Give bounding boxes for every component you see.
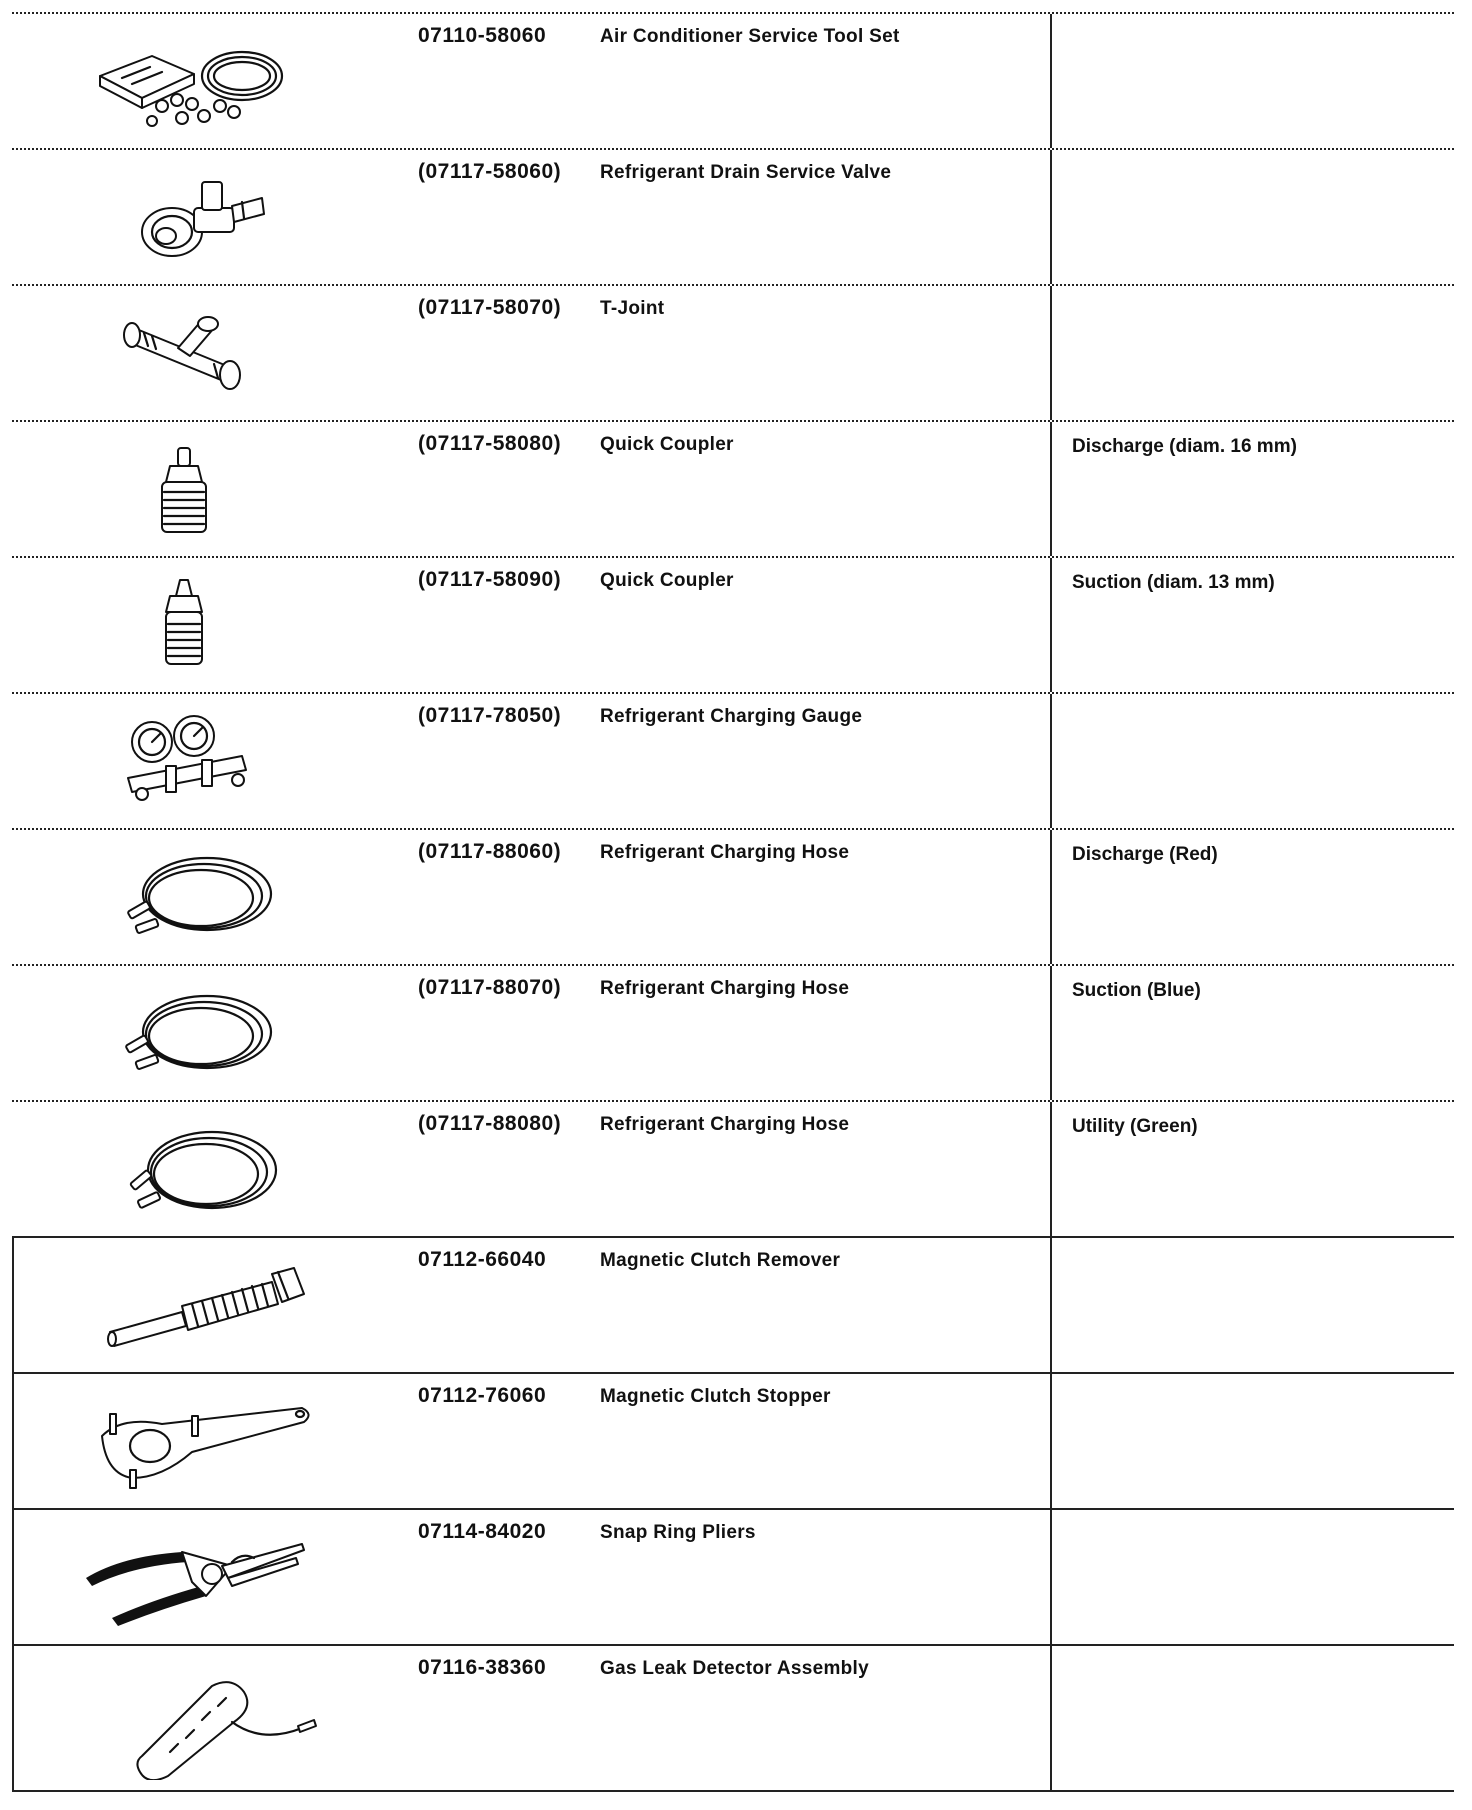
table-row xyxy=(12,556,1454,692)
part-number: 07110-58060 xyxy=(418,24,547,47)
part-number: 07114-84020 xyxy=(418,1520,547,1543)
tool-name: Refrigerant Charging Hose xyxy=(600,1114,850,1135)
tool-name: Snap Ring Pliers xyxy=(600,1522,756,1543)
quick-coupler-icon xyxy=(82,434,322,544)
table-row xyxy=(12,1508,1454,1644)
table-row xyxy=(12,692,1454,828)
tool-name: Magnetic Clutch Remover xyxy=(600,1250,841,1271)
part-number: 07116-38360 xyxy=(418,1656,547,1679)
table-row xyxy=(12,148,1454,284)
tool-name: Quick Coupler xyxy=(600,434,734,455)
snap-ring-pliers-icon xyxy=(82,1522,322,1632)
table-row xyxy=(12,12,1454,148)
gauge-manifold-icon xyxy=(82,706,322,816)
drain-valve-icon xyxy=(82,162,322,272)
coiled-hose-icon xyxy=(82,842,322,952)
part-number: (07117-58080) xyxy=(418,432,562,455)
part-number: 07112-66040 xyxy=(418,1248,547,1271)
tool-note: Discharge (Red) xyxy=(1072,844,1218,865)
part-number: (07117-58070) xyxy=(418,296,562,319)
tool-name: Gas Leak Detector Assembly xyxy=(600,1658,869,1679)
table-row xyxy=(12,284,1454,420)
coiled-hose-icon xyxy=(82,1114,322,1224)
tool-name: Quick Coupler xyxy=(600,570,734,591)
tool-note: Suction (Blue) xyxy=(1072,980,1201,1001)
part-number: (07117-88080) xyxy=(418,1112,562,1135)
table-row xyxy=(12,1372,1454,1508)
tool-name: Refrigerant Charging Hose xyxy=(600,842,850,863)
part-number: 07112-76060 xyxy=(418,1384,547,1407)
tool-note: Utility (Green) xyxy=(1072,1116,1198,1137)
table-row xyxy=(12,1100,1454,1236)
tool-name: Refrigerant Charging Gauge xyxy=(600,706,863,727)
table-row xyxy=(12,1644,1454,1792)
table-row xyxy=(12,828,1454,964)
clutch-stopper-icon xyxy=(82,1386,322,1496)
leak-detector-icon xyxy=(82,1660,322,1780)
part-number: (07117-88060) xyxy=(418,840,562,863)
tool-name: Magnetic Clutch Stopper xyxy=(600,1386,831,1407)
part-number: (07117-58090) xyxy=(418,568,562,591)
tool-set-case-icon xyxy=(82,26,322,136)
tool-note: Suction (diam. 13 mm) xyxy=(1072,572,1275,593)
coiled-hose-icon xyxy=(82,978,322,1088)
clutch-remover-bolt-icon xyxy=(82,1250,322,1360)
table-row xyxy=(12,420,1454,556)
table-row xyxy=(12,964,1454,1100)
quick-coupler-icon xyxy=(82,570,322,680)
tool-table xyxy=(12,12,1454,1792)
table-row xyxy=(12,1236,1454,1372)
part-number: (07117-88070) xyxy=(418,976,562,999)
tool-name: Air Conditioner Service Tool Set xyxy=(600,26,900,47)
tool-name: Refrigerant Drain Service Valve xyxy=(600,162,892,183)
t-joint-icon xyxy=(82,298,322,408)
part-number: (07117-78050) xyxy=(418,704,562,727)
tool-name: Refrigerant Charging Hose xyxy=(600,978,850,999)
tool-note: Discharge (diam. 16 mm) xyxy=(1072,436,1297,457)
part-number: (07117-58060) xyxy=(418,160,562,183)
tool-name: T-Joint xyxy=(600,298,665,319)
